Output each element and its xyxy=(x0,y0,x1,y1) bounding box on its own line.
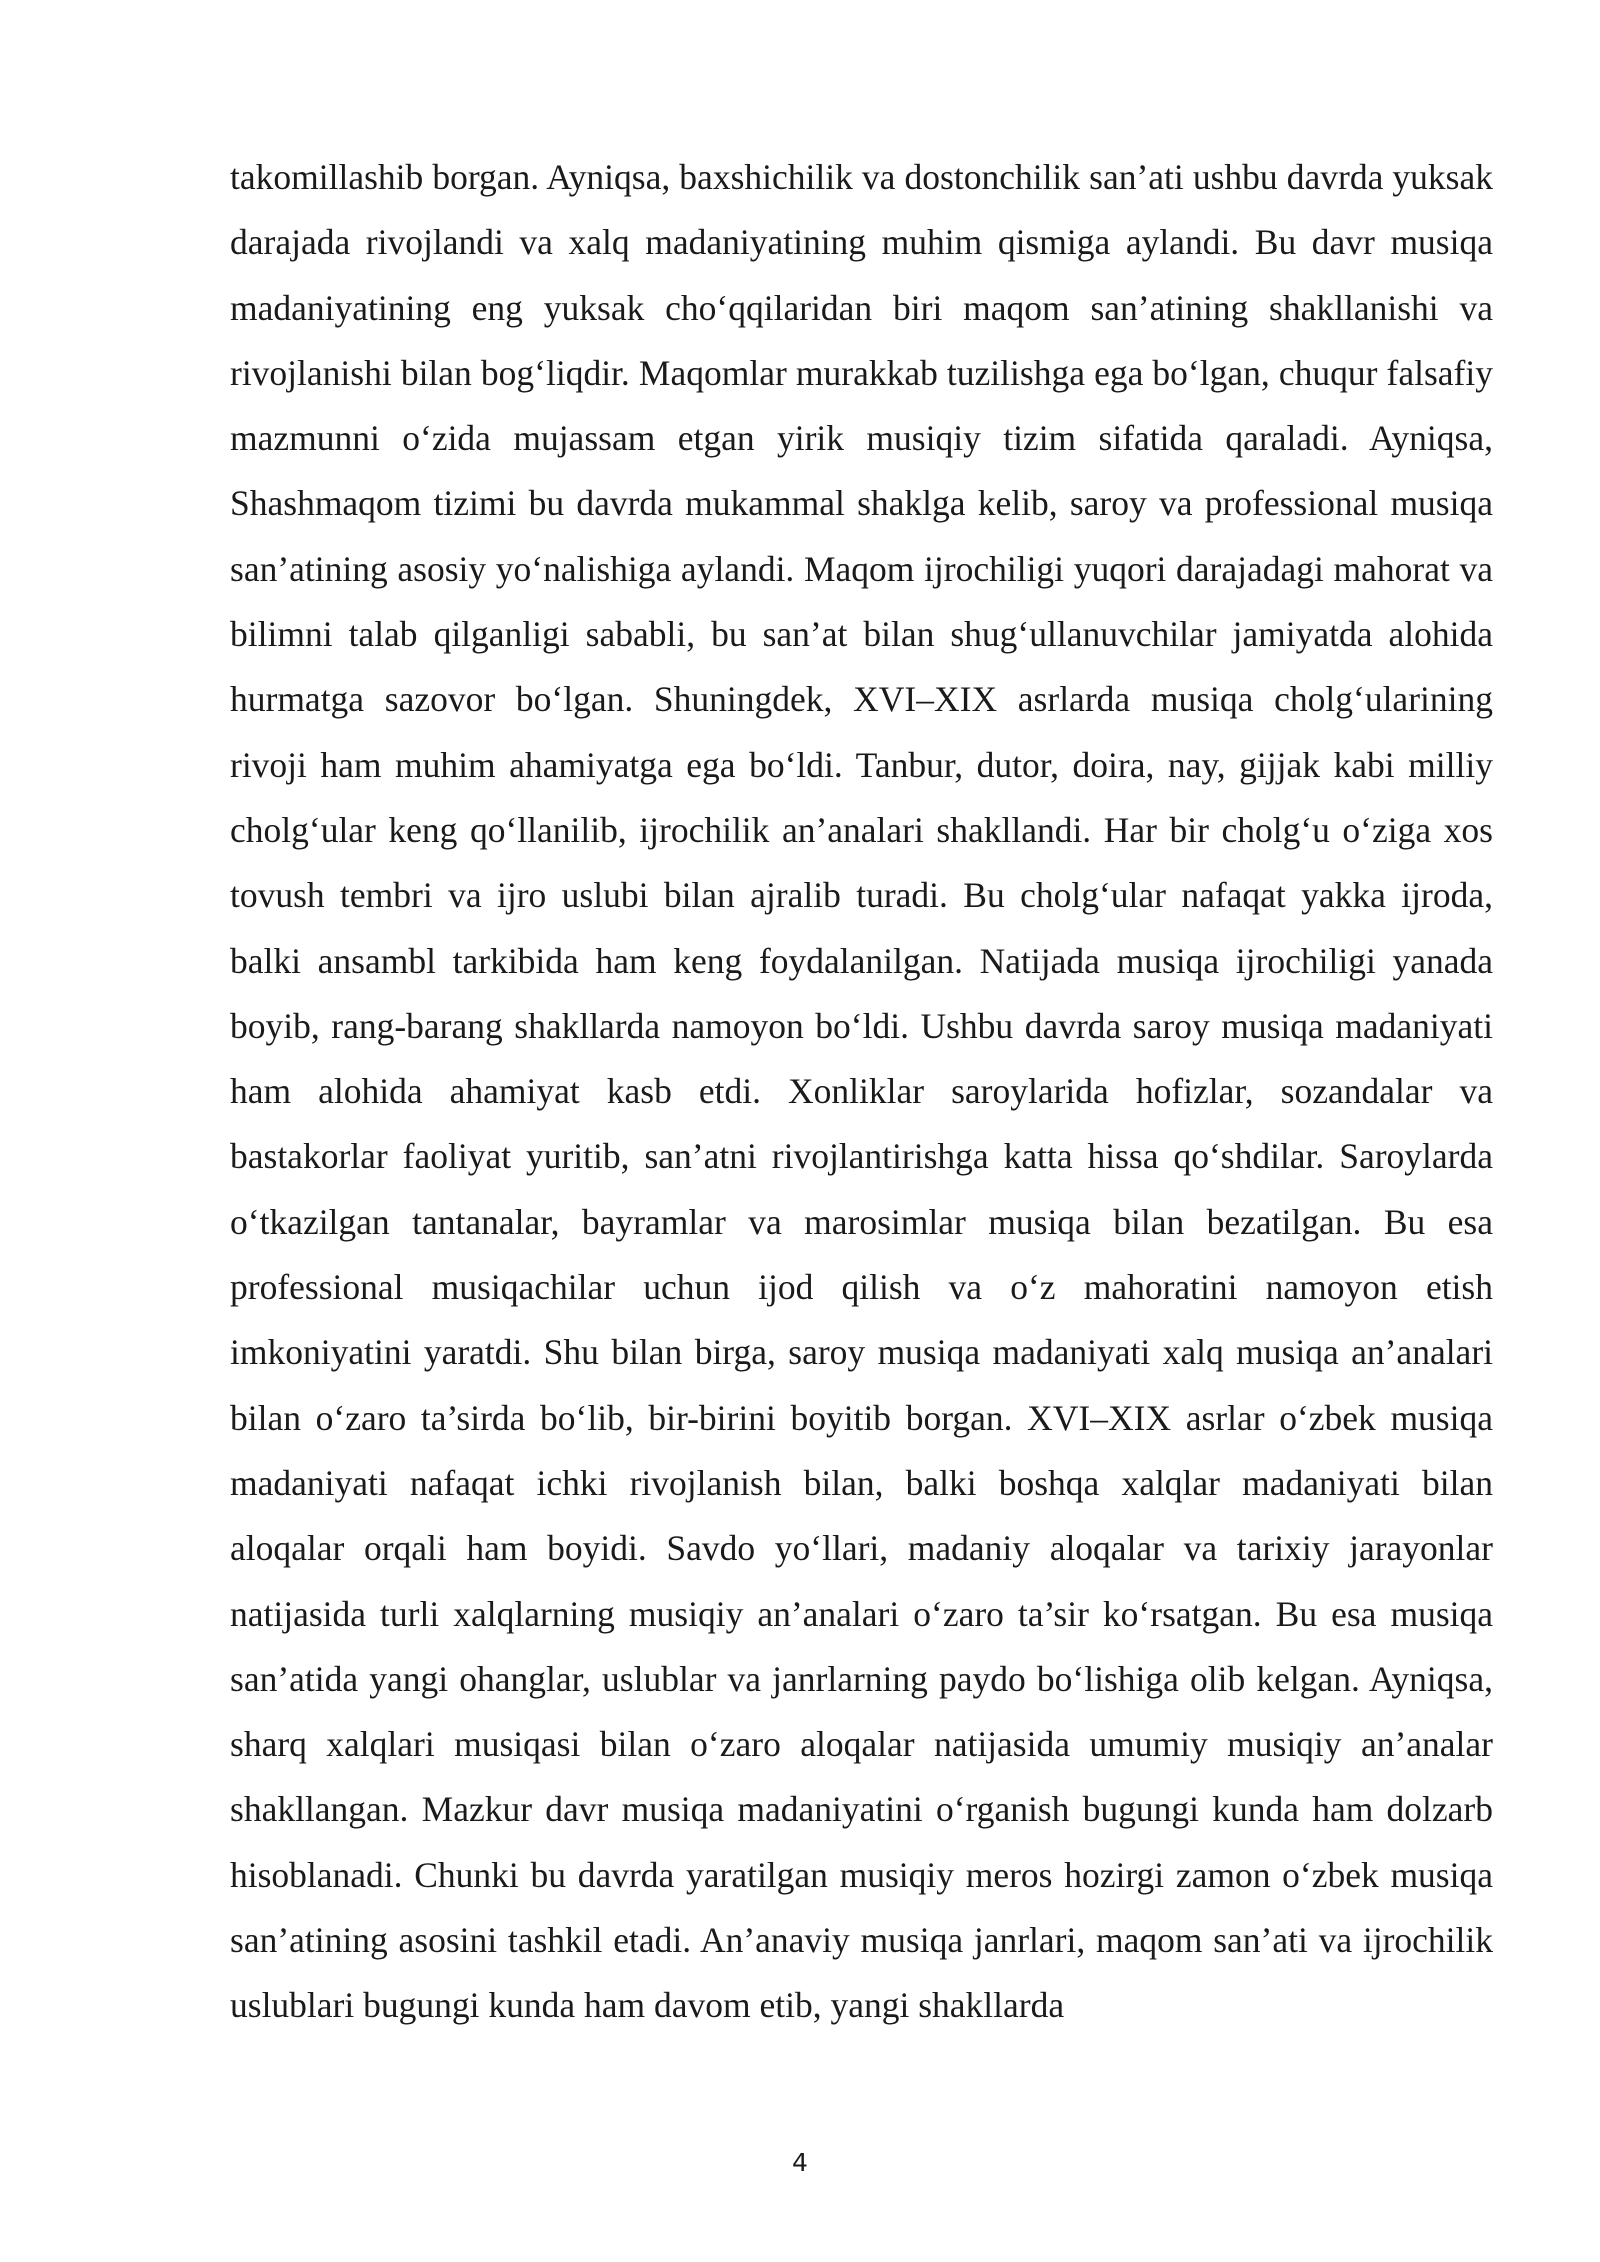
page-number: 4 xyxy=(792,2148,808,2177)
body-paragraph: takomillashib borgan. Ayniqsa, baxshichilik va dostonchilik san’ati ushbu davrda yuksak darajada rivojlandi va xalq madaniyatining muhim qismiga aylandi. Bu davr musiqa madaniyatining eng yuksak cho‘qqilaridan biri maqom san’atining shakllanishi va rivojlanishi bilan bog‘liqdir. Maqomlar murakkab tuzilishga ega bo‘lgan, chuqur falsafiy mazmunni o‘zida mujassam etgan yirik musiqiy tizim sifatida qaraladi. Ayniqsa, Shashmaqom tizimi bu davrda mukammal shaklga kelib, saroy va professional musiqa san’atining asosiy yo‘nalishiga aylandi. Maqom ijrochiligi yuqori darajadagi mahorat va bilimni talab qilganligi sababli, bu san’at bilan shug‘ullanuvchilar jamiyatda alohida hurmatga sazovor bo‘lgan. Shuningdek, XVI–XIX asrlarda musiqa cholg‘ularining rivoji ham muhim ahamiyatga ega bo‘ldi. Tanbur, dutor, doira, nay, gijjak kabi milliy cholg‘ular keng qo‘llanilib, ijrochilik an’analari shakllandi. Har bir cholg‘u o‘ziga xos tovush tembri va ijro uslubi bilan ajralib turadi. Bu cholg‘ular nafaqat yakka ijroda, balki ansambl tarkibida ham keng foydalanilgan. Natijada musiqa ijrochiligi yanada boyib, rang-barang shakllarda namoyon bo‘ldi. Ushbu davrda saroy musiqa madaniyati ham alohida ahamiyat kasb etdi. Xonliklar saroylarida hofizlar, sozandalar va bastakorlar faoliyat yuritib, san’atni rivojlantirishga katta hissa qo‘shdilar. Saroylarda o‘tkazilgan tantanalar, bayramlar va marosimlar musiqa bilan bezatilgan. Bu esa professional musiqachilar uchun ijod qilish va o‘z mahoratini namoyon etish imkoniyatini yaratdi. Shu bilan birga, saroy musiqa madaniyati xalq musiqa an’analari bilan o‘zaro ta’sirda bo‘lib, bir-birini boyitib borgan. XVI–XIX asrlar o‘zbek musiqa madaniyati nafaqat ichki rivojlanish bilan, balki boshqa xalqlar madaniyati bilan aloqalar orqali ham boyidi. Savdo yo‘llari, madaniy aloqalar va tarixiy jarayonlar natijasida turli xalqlarning musiqiy an’analari o‘zaro ta’sir ko‘rsatgan. Bu esa musiqa san’atida yangi ohanglar, uslublar va janrlarning paydo bo‘lishiga olib kelgan. Ayniqsa, sharq xalqlari musiqasi bilan o‘zaro aloqalar natijasida umumiy musiqiy an’analar shakllangan. Mazkur davr musiqa madaniyatini o‘rganish bugungi kunda ham dolzarb hisoblanadi. Chunki bu davrda yaratilgan musiqiy meros hozirgi zamon o‘zbek musiqa san’atining asosini tashkil etadi. An’anaviy musiqa janrlari, maqom san’ati va ijrochilik uslublari bugungi kunda ham davom etib, yangi shakllarda xyxy=(230,157,1493,2026)
